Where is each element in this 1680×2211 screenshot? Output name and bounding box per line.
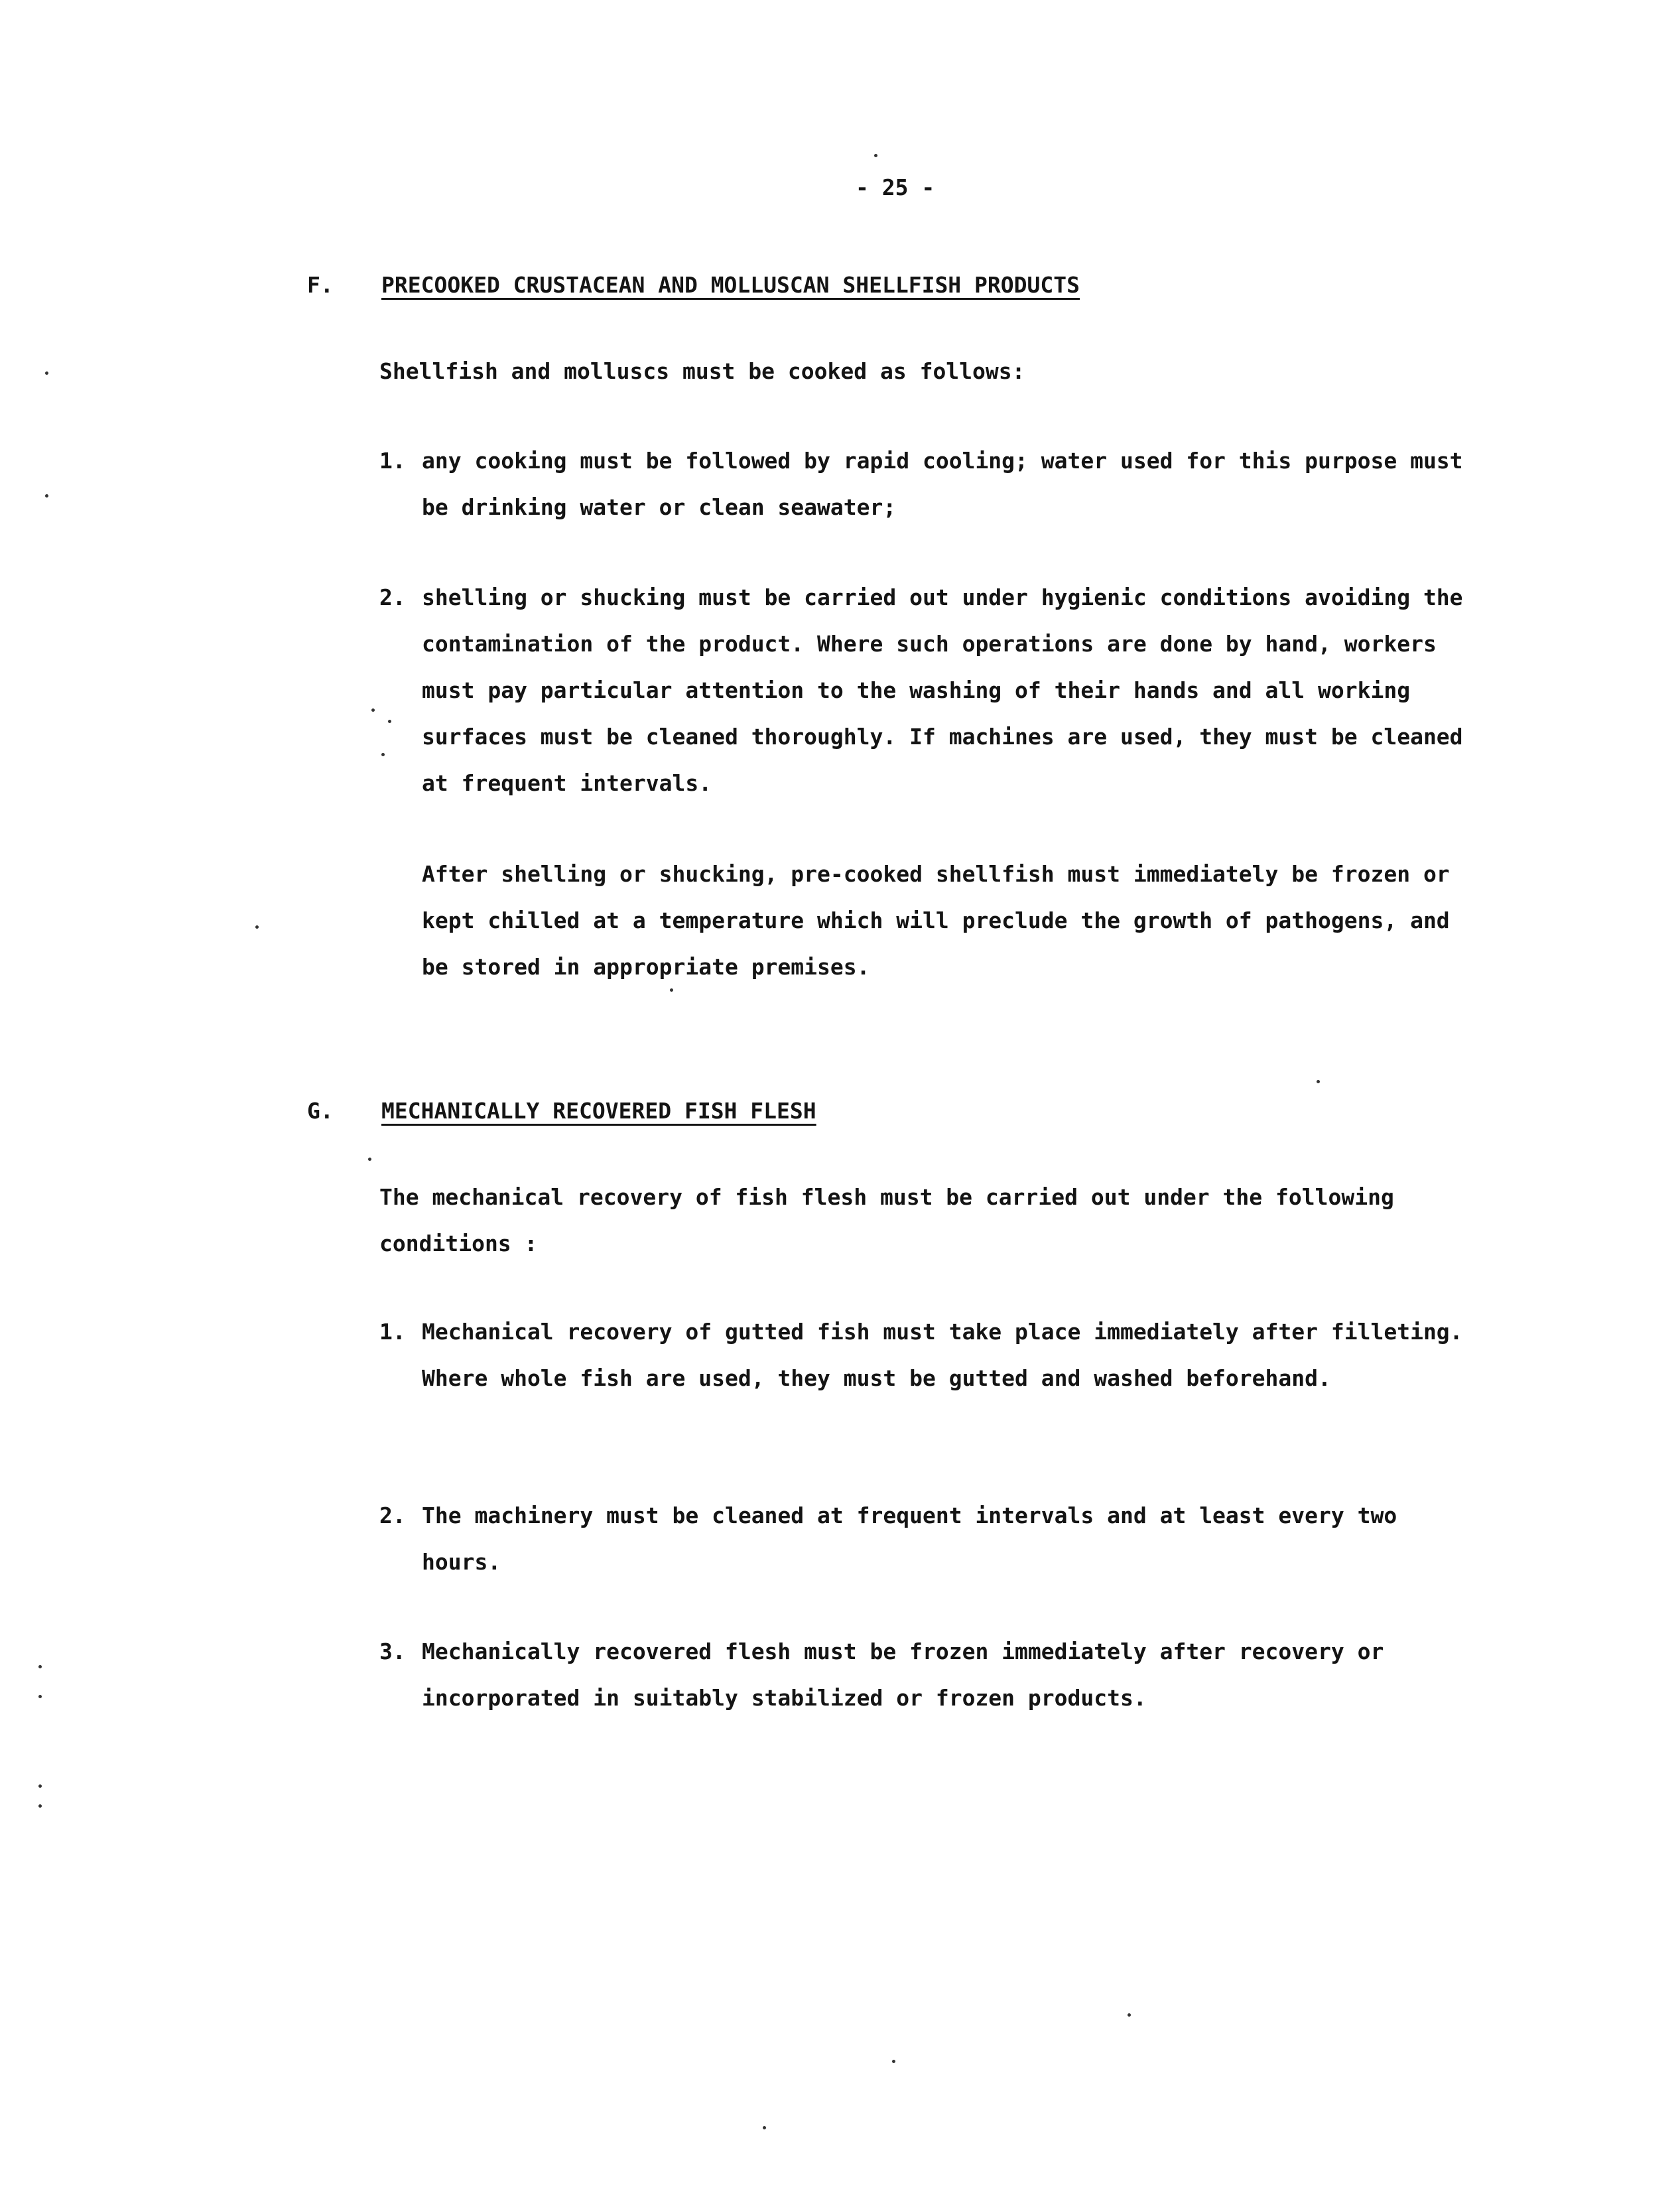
section-g-title: MECHANICALLY RECOVERED FISH FLESH — [381, 1098, 816, 1124]
page-number: - 25 - — [856, 174, 935, 200]
scan-speck — [38, 1804, 42, 1808]
section-f-title: PRECOOKED CRUSTACEAN AND MOLLUSCAN SHELLFISH PRODUCTS — [381, 272, 1080, 298]
section-g-letter: G. — [307, 1098, 334, 1124]
scan-speck — [892, 2060, 895, 2063]
item-text: Mechanically recovered flesh must be frozen immediately after recovery or incorporated in suitably stabilized or frozen products. — [422, 1639, 1384, 1711]
item-number: 1. — [379, 448, 406, 474]
scan-speck — [45, 371, 48, 375]
scan-speck — [763, 2126, 766, 2129]
section-f-letter: F. — [307, 272, 334, 298]
scan-speck — [38, 1665, 42, 1668]
item-text: The machinery must be cleaned at frequent intervals and at least every two hours. — [422, 1503, 1397, 1575]
section-g-item-3 — [379, 1629, 1467, 1721]
section-f-item-1 — [379, 438, 1467, 531]
scan-speck — [45, 494, 48, 498]
scan-speck — [874, 154, 877, 157]
item-number: 1. — [379, 1319, 406, 1345]
item-number: 3. — [379, 1639, 406, 1664]
item-text: any cooking must be followed by rapid cooling; water used for this purpose must be drinking water or clean seawater; — [422, 448, 1463, 520]
scan-speck — [1128, 2013, 1131, 2017]
section-f-after-paragraph: After shelling or shucking, pre-cooked shellfish must immediately be frozen or kept chilled at a temperature which will preclude the growth of pathogens, and be stored in appropriate premises. — [422, 861, 1450, 980]
scan-speck — [1317, 1080, 1320, 1083]
scan-speck — [670, 988, 673, 992]
scan-speck — [38, 1784, 42, 1788]
section-g-intro: The mechanical recovery of fish flesh must be carried out under the following conditions : — [379, 1184, 1394, 1256]
scan-speck — [38, 1695, 42, 1698]
item-text: Mechanical recovery of gutted fish must take place immediately after filleting. Where whole fish are used, they must be gutted and washed beforehand. — [422, 1319, 1463, 1391]
scan-speck — [368, 1158, 371, 1161]
item-text: shelling or shucking must be carried out under hygienic conditions avoiding the contamination of the product. Where such operations are done by hand, workers must pay particular attention to the washing of their hands and all working surfaces must be cleaned thoroughly. If machines are used, they must be cleaned at frequent intervals. — [422, 584, 1463, 796]
section-f-item-2 — [379, 574, 1467, 807]
scan-speck — [371, 708, 375, 712]
item-number: 2. — [379, 584, 406, 610]
section-g-item-2 — [379, 1493, 1467, 1585]
section-g-item-1 — [379, 1309, 1467, 1402]
scan-speck — [255, 925, 259, 929]
scan-speck — [388, 720, 391, 723]
item-number: 2. — [379, 1503, 406, 1528]
scan-speck — [381, 753, 385, 756]
section-f-intro: Shellfish and molluscs must be cooked as follows: — [379, 358, 1025, 384]
